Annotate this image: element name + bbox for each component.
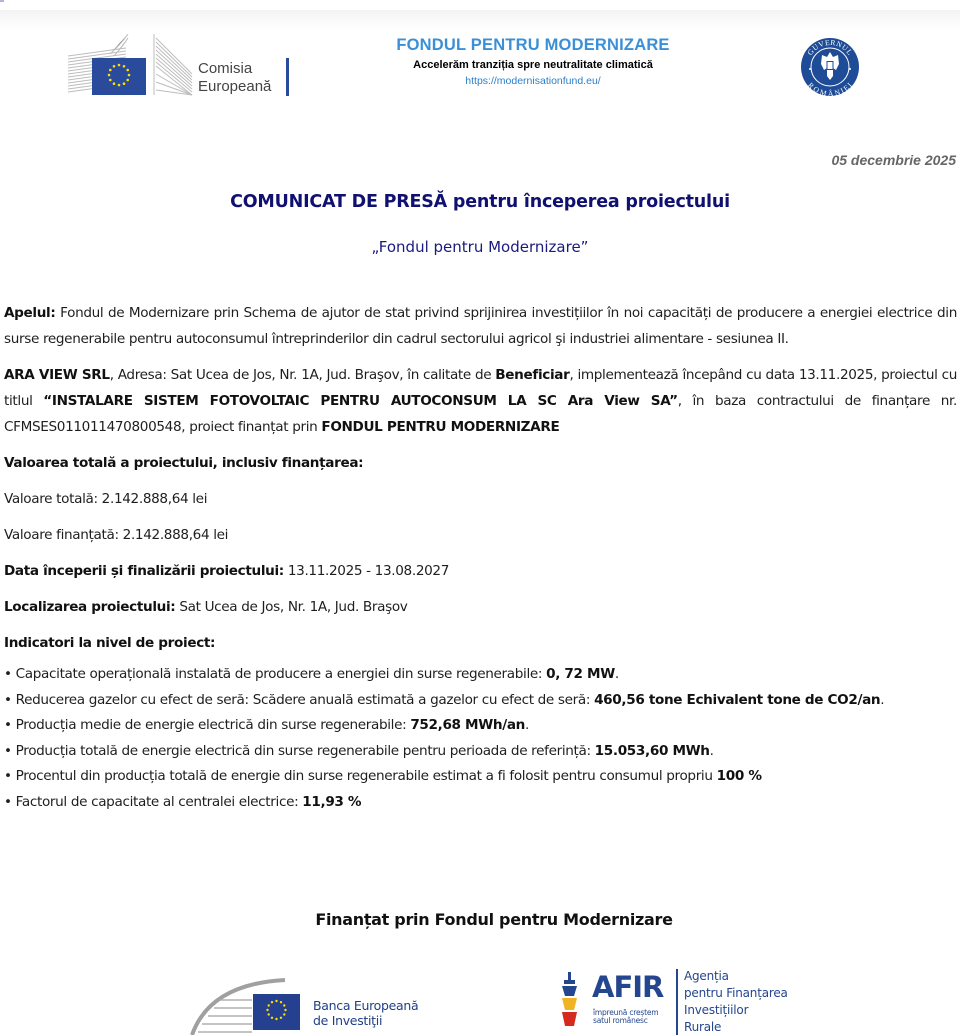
indicators-heading	[4, 630, 957, 656]
afir-label-line2: pentru Finanțarea	[684, 986, 788, 1000]
indicator-suffix: .	[614, 666, 619, 682]
page-title: COMUNICAT DE PRESĂ pentru începerea proiectului	[230, 192, 730, 212]
afir-label	[684, 968, 788, 1036]
afir-wordmark: AFIR	[592, 970, 664, 1004]
values-heading-text: Valoarea totală a proiectului, inclusiv finanțarea:	[4, 455, 364, 471]
eib-label-line2: de Investiţii	[313, 1013, 383, 1028]
indicator-value: 11,93 %	[302, 793, 362, 810]
european-commission-label	[198, 60, 271, 96]
project-title: “INSTALARE SISTEM FOTOVOLTAIC PENTRU AUTOCONSUM LA SC Ara View SA”	[43, 393, 678, 409]
indicator-suffix: .	[880, 691, 885, 708]
indicators-list	[4, 662, 957, 815]
indicator-item	[4, 764, 957, 790]
indicators-heading-text: Indicatori la nivel de proiect:	[4, 635, 216, 651]
ec-label-line1: Comisia	[198, 60, 253, 77]
romanian-government-seal-icon	[800, 24, 860, 110]
financed-value: Valoare finanțată: 2.142.888,64 lei	[4, 527, 229, 543]
values-heading	[4, 450, 957, 476]
ec-divider-bar	[286, 58, 289, 96]
afir-label-line4: Rurale	[684, 1020, 722, 1034]
corner-mark	[0, 0, 4, 2]
afir-divider-bar	[676, 969, 678, 1035]
indicator-text: • Capacitate operațională instalată de producere a energiei din surse regenerabile:	[4, 666, 547, 682]
seal-text-bottom: ROMÂNIEI	[806, 80, 854, 98]
indicator-item	[4, 790, 957, 816]
afir-label-line1: Agenția	[684, 969, 729, 983]
fund-tagline: Accelerăm tranziția spre neutralitate climatică	[413, 59, 653, 71]
indicator-value: 460,56 tone Echivalent tone de CO2/an	[594, 691, 881, 708]
indicator-text: • Procentul din producția totală de energie din surse regenerabile estimat a fi folosit pentru consumul propriu	[4, 768, 717, 784]
fund-url-link[interactable]: https://modernisationfund.eu/	[465, 75, 601, 87]
project-dates	[4, 558, 957, 584]
funding-source: FONDUL PENTRU MODERNIZARE	[321, 419, 560, 435]
project-dates-label: Data începerii și finalizării proiectului:	[4, 563, 284, 579]
indicator-suffix: .	[524, 717, 529, 733]
beneficiary-name: ARA VIEW SRL	[4, 367, 110, 383]
indicator-item	[4, 713, 957, 739]
afir-slogan-line1: împreună creștem	[593, 1008, 659, 1017]
contract-text: , în baza contractului de finanțare nr. CFMSES011011470800548, proiect finanțat prin	[4, 393, 957, 435]
beneficiary-role: Beneficiar	[495, 367, 570, 383]
top-bar	[0, 0, 960, 10]
fund-header	[360, 35, 706, 89]
project-dates-value: 13.11.2025 - 13.08.2027	[283, 563, 450, 579]
indicator-text: • Producția totală de energie electrică din surse regenerabile pentru perioada de referință:	[4, 742, 595, 759]
indicator-value: 752,68 MWh/an	[410, 717, 525, 733]
ec-label-line2: Europeană	[198, 78, 272, 95]
indicator-suffix: .	[709, 742, 714, 759]
press-release-body	[4, 300, 957, 815]
project-location	[4, 594, 957, 620]
indicator-item	[4, 688, 957, 714]
afir-slogan-line2: satul românesc	[593, 1016, 648, 1025]
fund-title: FONDUL PENTRU MODERNIZARE	[396, 36, 670, 54]
afir-slogan	[593, 1009, 658, 1025]
indicator-text: • Producția medie de energie electrică din surse regenerabile:	[4, 717, 411, 733]
indicator-value: 15.053,60 MWh	[594, 742, 710, 759]
indicator-value: 100 %	[716, 768, 762, 784]
call-label: Apelul:	[4, 305, 56, 321]
eib-label-line1: Banca Europeană	[313, 998, 419, 1013]
beneficiary-text: , implementează începând cu data 13.11.2025, proiectul cu titlul	[4, 367, 958, 409]
indicator-text: • Reducerea gazelor cu efect de seră: Scădere anuală estimată a gazelor cu efect de seră:	[4, 691, 595, 708]
seal-text-top: GUVERNUL	[805, 37, 855, 57]
call-text: Fondul de Modernizare prin Schema de ajutor de stat privind sprijinirea investițiilor în noi capacități de producere a energiei electrice din surse regenerabile pentru autoconsumul întreprinderilor din cadrul sectorului agricol şi industriei alimentare - sesiunea II.	[4, 305, 957, 347]
ec-building-right-icon	[154, 34, 192, 95]
page-subtitle: „Fondul pentru Modernizare”	[371, 238, 589, 256]
indicator-item	[4, 739, 957, 765]
eu-flag-icon	[92, 58, 146, 95]
financed-by-heading: Finanțat prin Fondul pentru Modernizare	[315, 910, 673, 929]
eu-flag-icon	[253, 994, 300, 1030]
beneficiary-paragraph	[4, 362, 957, 440]
press-release-date: 05 decembrie 2025	[831, 152, 956, 168]
total-value: Valoare totală: 2.142.888,64 lei	[4, 491, 208, 507]
eib-lines-icon	[198, 1000, 252, 1032]
call-paragraph	[4, 300, 957, 352]
project-location-label: Localizarea proiectului:	[4, 599, 176, 615]
indicator-text: • Factorul de capacitate al centralei electrice:	[4, 793, 303, 810]
afir-label-line3: Investițiilor	[684, 1003, 749, 1017]
indicator-item	[4, 662, 957, 688]
eib-label	[313, 998, 418, 1028]
project-location-value: Sat Ucea de Jos, Nr. 1A, Jud. Braşov	[175, 599, 408, 615]
indicator-value: 0, 72 MW	[546, 666, 615, 682]
beneficiary-address: , Adresa: Sat Ucea de Jos, Nr. 1A, Jud. Braşov, în calitate de	[109, 367, 496, 383]
